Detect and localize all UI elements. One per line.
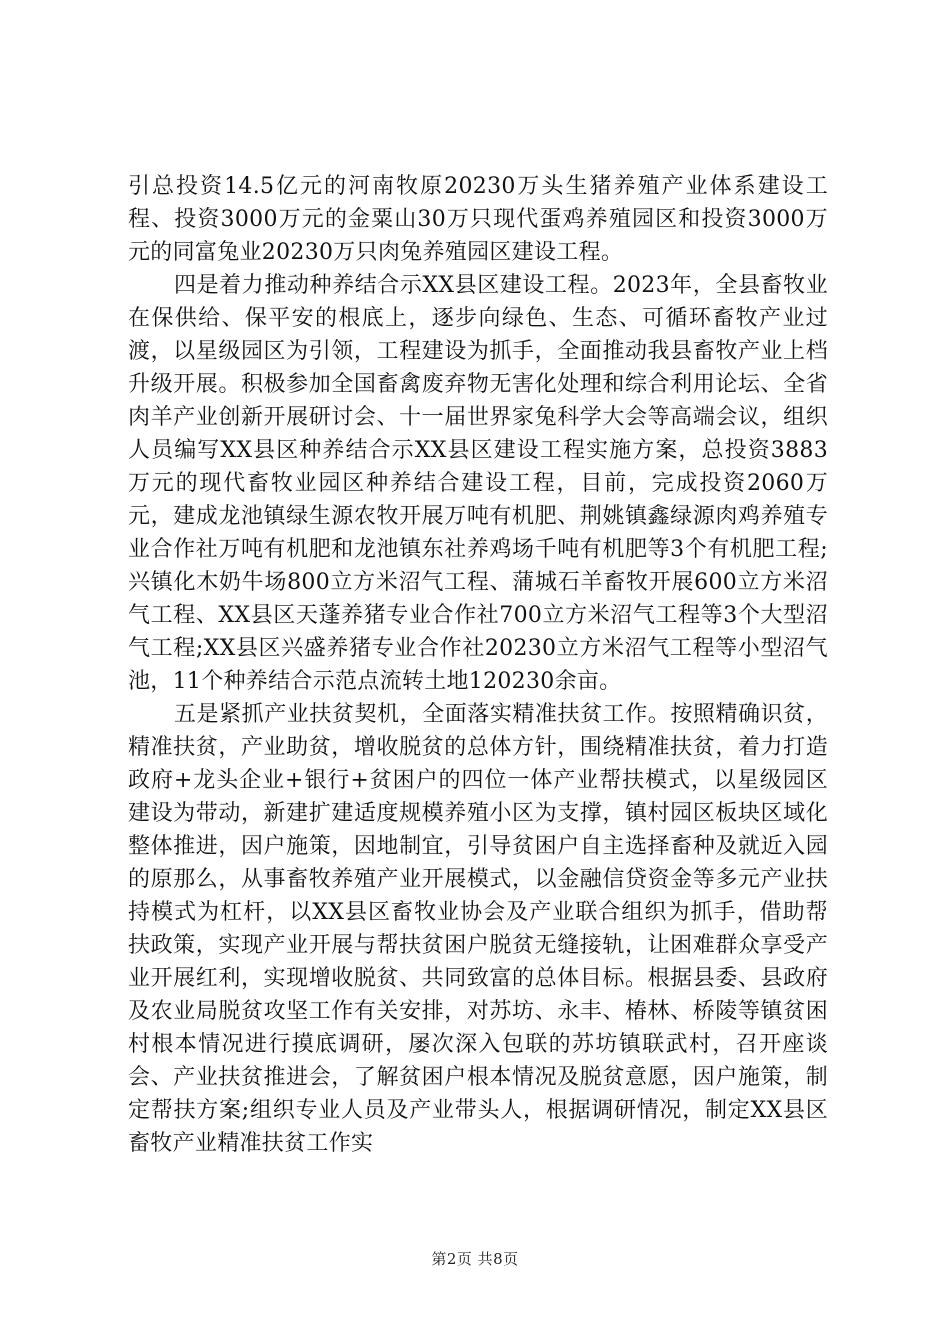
document-body [128,170,828,1160]
paragraph-1: 引总投资14.5亿元的河南牧原20230万头生猪养殖产业体系建设工程、投资3000万元的金粟山30万只现代蛋鸡养殖园区和投资3000万元的同富兔业20230万只肉兔养殖园区建设工程。 [128,174,828,265]
page-footer: 第2页 共8页 [431,1250,519,1268]
paragraph-3: 五是紧抓产业扶贫契机，全面落实精准扶贫工作。按照精确识贫，精准扶贫，产业助贫，增收脱贫的总体方针，围绕精准扶贫，着力打造政府+龙头企业+银行+贫困户的四位一体产业帮扶模式，以星级园区建设为带动，新建扩建适度规模养殖小区为支撑，镇村园区板块区域化整体推进，因户施策，因地制宜，引导贫困户自主选择畜种及就近入园的原那么，从事畜牧养殖产业开展模式，以金融信贷资金等多元产业扶持模式为杠杆，以XX县区畜牧业协会及产业联合组织为抓手，借助帮扶政策，实现产业开展与帮扶贫困户脱贫无缝接轨，让困难群众享受产业开展红利，实现增收脱贫、共同致富的总体目标。根据县委、县政府及农业局脱贫攻坚工作有关安排，对苏坊、永丰、椿林、桥陵等镇贫困村根本情况进行摸底调研，屡次深入包联的苏坊镇联武村，召开座谈会、产业扶贫推进会，了解贫困户根本情况及脱贫意愿，因户施策，制定帮扶方案;组织专业人员及产业带头人，根据调研情况，制定XX县区畜牧产业精准扶贫工作实 [128,702,828,1156]
paragraph-2: 四是着力推动种养结合示XX县区建设工程。2023年，全县畜牧业在保供给、保平安的根底上，逐步向绿色、生态、可循环畜牧产业过渡，以星级园区为引领，工程建设为抓手，全面推动我县畜牧产业上档升级开展。积极参加全国畜禽废弃物无害化处理和综合利用论坛、全省肉羊产业创新开展研讨会、十一届世界家兔科学大会等高端会议，组织人员编写XX县区种养结合示XX县区建设工程实施方案，总投资3883万元的现代畜牧业园区种养结合建设工程，目前，完成投资2060万元，建成龙池镇绿生源农牧开展万吨有机肥、荆姚镇鑫绿源肉鸡养殖专业合作社万吨有机肥和龙池镇东社养鸡场千吨有机肥等3个有机肥工程;兴镇化木奶牛场800立方米沼气工程、蒲城石羊畜牧开展600立方米沼气工程、XX县区天蓬养猪专业合作社700立方米沼气工程等3个大型沼气工程;XX县区兴盛养猪专业合作社20230立方米沼气工程等小型沼气池，11个种养结合示范点流转土地120230余亩。 [128,273,828,694]
